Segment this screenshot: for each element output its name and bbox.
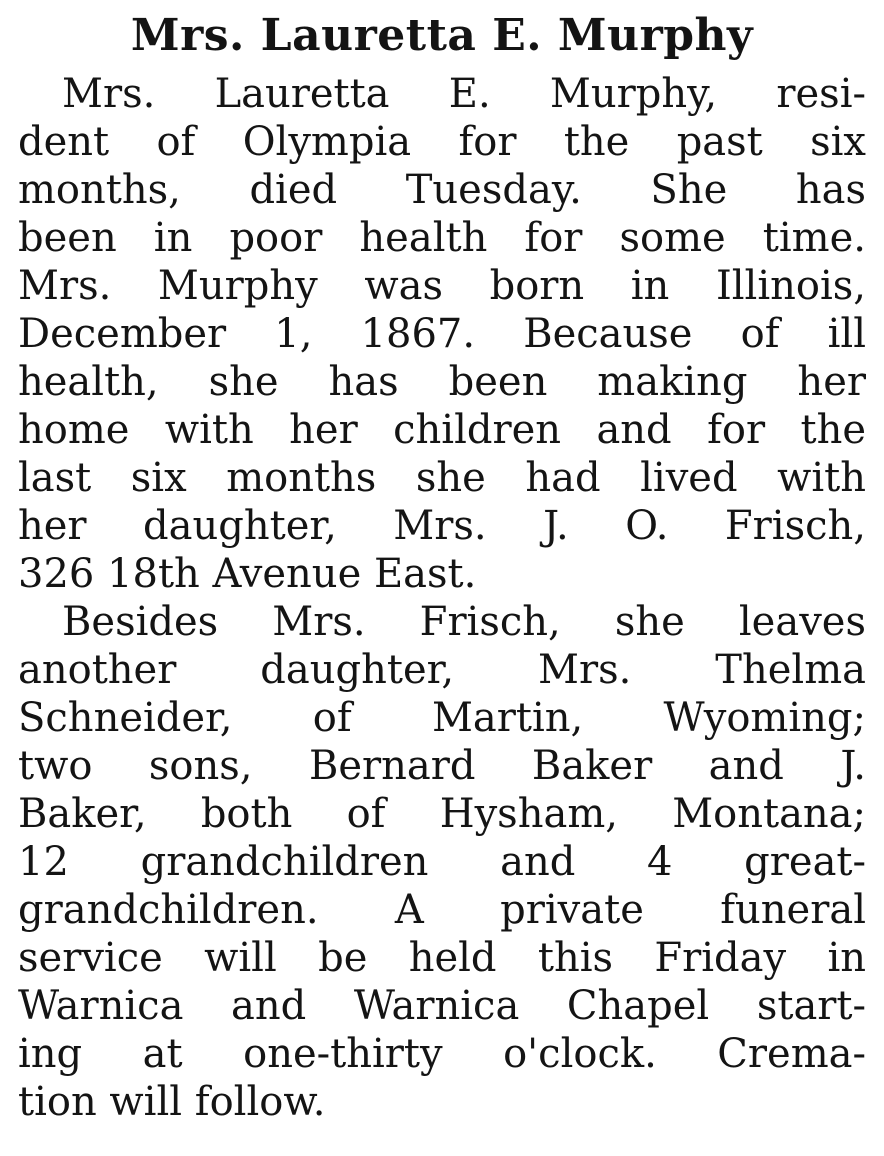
text-line: ing at one-thirty o'clock. Crema-: [18, 1031, 866, 1077]
text-line: Mrs. Lauretta E. Murphy, resi-: [62, 71, 866, 117]
obituary-paragraph-1: [18, 70, 866, 598]
obituary-headline: Mrs. Lauretta E. Murphy: [130, 10, 754, 61]
text-line: grandchildren. A private funeral: [18, 887, 866, 933]
text-line: Warnica and Warnica Chapel start-: [18, 983, 866, 1029]
text-line: health, she has been making her: [18, 359, 866, 405]
text-line: last six months she had lived with: [18, 455, 866, 501]
text-line: dent of Olympia for the past six: [18, 119, 866, 165]
text-line: Mrs. Murphy was born in Illinois,: [18, 263, 866, 309]
text-line: Besides Mrs. Frisch, she leaves: [62, 599, 866, 645]
text-line: her daughter, Mrs. J. O. Frisch,: [18, 503, 866, 549]
text-line: another daughter, Mrs. Thelma: [18, 647, 866, 693]
text-line: home with her children and for the: [18, 407, 866, 453]
text-line: been in poor health for some time.: [18, 215, 866, 261]
text-line: two sons, Bernard Baker and J.: [18, 743, 866, 789]
text-line: months, died Tuesday. She has: [18, 167, 866, 213]
text-line: December 1, 1867. Because of ill: [18, 311, 866, 357]
text-line: tion will follow.: [18, 1079, 326, 1125]
text-line: Baker, both of Hysham, Montana;: [18, 791, 866, 837]
text-line: service will be held this Friday in: [18, 935, 866, 981]
text-line: Schneider, of Martin, Wyoming;: [18, 695, 866, 741]
text-line: 12 grandchildren and 4 great-: [18, 839, 866, 885]
text-line: 326 18th Avenue East.: [18, 551, 477, 597]
obituary-paragraph-2: [18, 598, 866, 1126]
